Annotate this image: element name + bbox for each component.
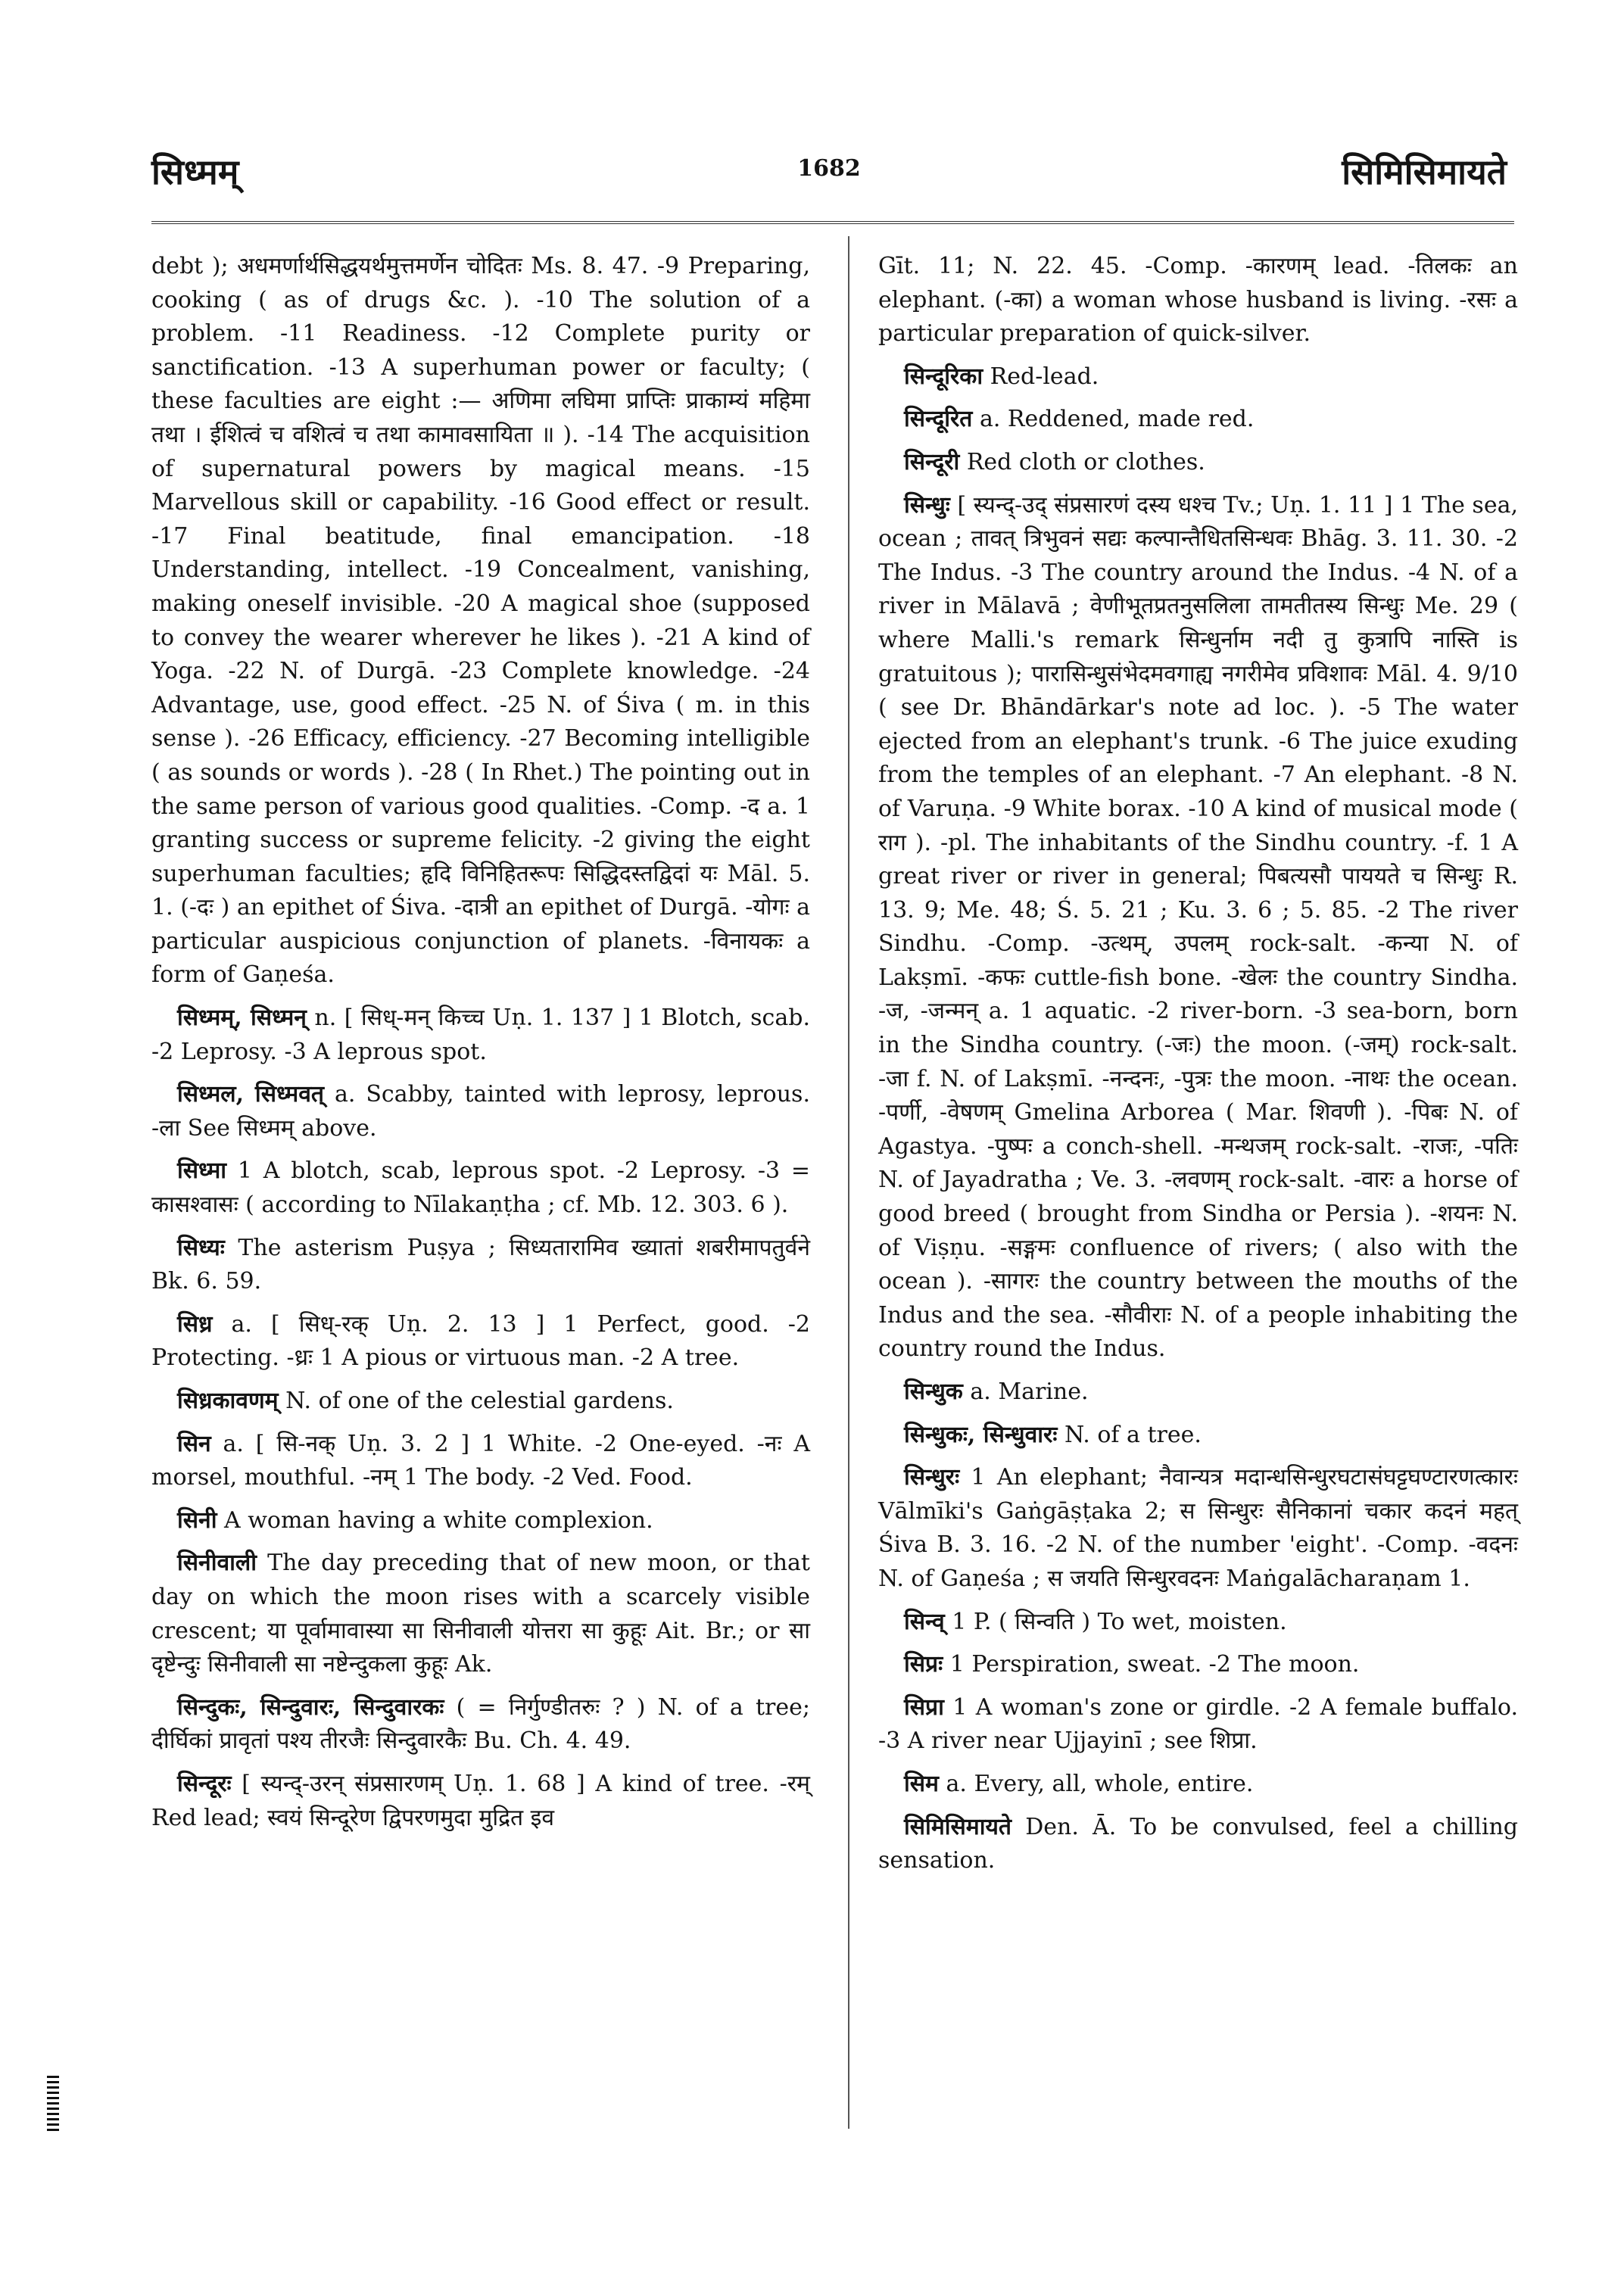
- page-number: 1682: [797, 155, 861, 182]
- definition-text: debt ); अधमर्णार्थसिद्धयर्थमुत्तमर्णेन चोदितः Ms. 8. 47. -9 Preparing, cooking ( as of drugs &c. ). -10 The solution of a problem. -11 Readiness. -12 Complete purity or sanctification. -13 A superhuman power or faculty; ( these faculties are eight :— अणिमा लघिमा प्राप्तिः प्राकाम्यं महिमा तथा । ईशित्वं च वशित्वं च तथा कामावसायिता ॥ ). -14 The acquisition of supernatural powers by magical means. -15 Marvellous skill or capability. -16 Good effect or result. -17 Final beatitude, final emancipation. -18 Understanding, intellect. -19 Concealment, vanishing, making oneself invisible. -20 A magical shoe (supposed to convey the wearer wherever he likes ). -21 A kind of Yoga. -22 N. of Durgā. -23 Complete knowledge. -24 Advantage, use, good effect. -25 N. of Śiva ( m. in this sense ). -26 Efficacy, efficiency. -27 Becoming intelligible ( as sounds or words ). -28 ( In Rhet.) The pointing out in the same person of various good qualities. -Comp. -द a. 1 granting success or supreme felicity. -2 giving the eight superhuman faculties; हृदि विनिहितरूपः सिद्धिदस्तद्विदां यः Māl. 5. 1. (-दः ) an epithet of Śiva. -दात्री an epithet of Durgā. -योगः a particular auspicious conjunction of planets. -विनायकः a form of Gaṇeśa.: [151, 253, 810, 989]
- dictionary-entry: [878, 403, 1518, 437]
- definition-text: Den. Ā. To be convulsed, feel a chilling sensation.: [878, 1813, 1518, 1874]
- headword: सिन्दुकः, सिन्दुवारः, सिन्दुवारकः: [177, 1693, 444, 1721]
- definition-text: [ स्यन्द्-उद् संप्रसारणं दस्य धश्च Tv.; Uṇ. 1. 11 ] 1 The sea, ocean ; तावत् त्रिभुवनं सद्यः कल्पान्तैधितसिन्धवः Bhāg. 3. 11. 30. -2 The Indus. -3 The country around the Indus. -4 N. of a river in Mālavā ; वेणीभूतप्रतनुसलिला तामतीतस्य सिन्धुः Me. 29 ( where Malli.'s remark सिन्धुर्नाम नदी तु कुत्रापि नास्ति is gratuitous ); पारासिन्धुसंभेदमवगाह्य नगरीमेव प्रविशावः Māl. 4. 9/10 ( see Dr. Bhāndārkar's note ad loc. ). -5 The water ejected from an elephant's trunk. -6 The juice exuding from the temples of an elephant. -7 An elephant. -8 N. of Varuṇa. -9 White borax. -10 A kind of musical mode ( राग ). -pl. The inhabitants of the Sindhu country. -f. 1 A great river or river in general; पिबत्यसौ पाययते च सिन्धुः R. 13. 9; Me. 48; Ś. 5. 21 ; Ku. 3. 6 ; 5. 85. -2 The river Sindhu. -Comp. -उत्थम्, उपलम् rock-salt. -कन्या N. of Lakṣmī. -कफः cuttle-fish bone. -खेलः the country Sindha. -ज, -जन्मन् a. 1 aquatic. -2 river-born. -3 sea-born, born in the Sindha country. (-जः) the moon. (-जम्) rock-salt. -जा f. N. of Lakṣmī. -नन्दनः, -पुत्रः the moon. -नाथः the ocean. -पर्णी, -वेषणम् Gmelina Arborea ( Mar. शिवणी ). -पिबः N. of Agastya. -पुष्पः a conch-shell. -मन्थजम् rock-salt. -राजः, -पतिः N. of Jayadratha ; Ve. 3. -लवणम् rock-salt. -वारः a horse of good breed ( brought from Sindha or Persia ). -शयनः N. of Viṣṇu. -सङ्गमः confluence of rivers; ( also with the ocean ). -सागरः the country between the mouths of the Indus and the sea. -सौवीराः N. of a people inhabiting the country round the Indus.: [878, 491, 1518, 1363]
- headword: सिध्र: [177, 1310, 213, 1338]
- dictionary-entry: [878, 1691, 1518, 1759]
- headword: सिध्यः: [177, 1234, 225, 1261]
- dictionary-entry: [878, 1419, 1518, 1453]
- definition-text: a. Every, all, whole, entire.: [946, 1770, 1254, 1797]
- continued-entry: [878, 250, 1518, 351]
- dictionary-entry: [151, 1691, 810, 1759]
- definition-text: Gīt. 11; N. 22. 45. -Comp. -कारणम् lead. -तिलकः an elephant. (-का) a woman whose husband is living. -रसः a particular preparation of quick-silver.: [878, 253, 1518, 347]
- headword: सिन्धुकः, सिन्धुवारः: [904, 1421, 1058, 1448]
- definition-text: [ स्यन्द्-उरन् संप्रसारणम् Uṇ. 1. 68 ] A kind of tree. -रम् Red lead; स्वयं सिन्दूरेण द्विपरणमुदा मुद्रित इव: [151, 1770, 810, 1831]
- headword: सिध्रकावणम्: [177, 1388, 279, 1414]
- header-rule: [151, 221, 1514, 224]
- definition-text: a. Marine.: [970, 1379, 1089, 1405]
- dictionary-entry: [151, 1154, 810, 1222]
- headword: सिन्दूरित: [904, 406, 973, 433]
- definition-text: a. [ सिध्-रक् Uṇ. 2. 13 ] 1 Perfect, good. -2 Protecting. -ध्रः 1 A pious or virtuous man. -2 A tree.: [151, 1310, 810, 1372]
- dictionary-entry: [878, 1648, 1518, 1682]
- definition-text: a. [ सि-नक् Uṇ. 3. 2 ] 1 White. -2 One-eyed. -नः A morsel, mouthful. -नम् 1 The body. -2 Ved. Food.: [151, 1430, 810, 1491]
- headword: सिध्मल, सिध्मवत्: [177, 1081, 324, 1108]
- dictionary-entry: [151, 1308, 810, 1375]
- headword: सिप्रा: [904, 1693, 944, 1721]
- dictionary-entry: [151, 1078, 810, 1145]
- definition-text: a. Scabby, tainted with leprosy, leprous. -ला See सिध्मम् above.: [151, 1081, 810, 1142]
- dictionary-entry: [878, 1811, 1518, 1878]
- definition-text: a. Reddened, made red.: [979, 406, 1255, 433]
- definition-text: 1 P. ( सिन्वति ) To wet, moisten.: [952, 1608, 1287, 1635]
- headword: सिन्दूरी: [904, 448, 960, 475]
- dictionary-entry: [878, 446, 1518, 480]
- dictionary-entry: [151, 1232, 810, 1299]
- headword: सिध्मा: [177, 1157, 227, 1185]
- definition-text: n. [ सिध्-मन् किच्च Uṇ. 1. 137 ] 1 Blotch, scab. -2 Leprosy. -3 A leprous spot.: [151, 1005, 810, 1065]
- dictionary-entry: [151, 1547, 810, 1681]
- headword: सिन्धुक: [904, 1379, 963, 1405]
- headword: सिन्धुः: [904, 491, 950, 519]
- dictionary-entry: [878, 1461, 1518, 1596]
- definition-text: 1 A woman's zone or girdle. -2 A female buffalo. -3 A river near Ujjayinī ; see शिप्रा.: [878, 1693, 1518, 1755]
- definition-text: 1 A blotch, scab, leprous spot. -2 Leprosy. -3 = कासश्वासः ( according to Nīlakaṇṭha ; cf. Mb. 12. 303. 6 ).: [151, 1157, 810, 1219]
- definition-text: N. of a tree.: [1064, 1421, 1202, 1448]
- definition-text: 1 Perspiration, sweat. -2 The moon.: [949, 1651, 1360, 1678]
- definition-text: Red-lead.: [990, 363, 1099, 390]
- headword: सिन्दूरिका: [904, 363, 983, 390]
- column-divider: [848, 236, 849, 2129]
- headword: सिनी: [177, 1506, 217, 1534]
- dictionary-entry: [151, 1002, 810, 1069]
- definition-text: N. of one of the celestial gardens.: [285, 1388, 674, 1414]
- headword: सिम: [904, 1770, 939, 1797]
- dictionary-entry: [878, 360, 1518, 394]
- headword: सिन्धुरः: [904, 1464, 960, 1491]
- definition-text: A woman having a white complexion.: [224, 1506, 653, 1534]
- headword: सिध्मम्, सिध्मन्: [177, 1005, 307, 1032]
- dictionary-entry: [878, 1606, 1518, 1640]
- headword: सिन्दूरः: [177, 1770, 232, 1797]
- right-column: [878, 250, 1518, 1887]
- headword: सिप्रः: [904, 1651, 943, 1678]
- page-header: [151, 148, 1507, 201]
- dictionary-entry: [878, 1375, 1518, 1410]
- dictionary-entry: [151, 1768, 810, 1835]
- running-head-left: सिध्मम्: [151, 151, 239, 192]
- dictionary-entry: [878, 489, 1518, 1366]
- dictionary-entry: [151, 1504, 810, 1538]
- headword: सिन्व्: [904, 1608, 945, 1635]
- definition-text: 1 An elephant; नैवान्यत्र मदान्धसिन्धुरघटासंघट्टघण्टारणत्कारः Vālmīki's Gaṅgāṣṭaka 2; स सिन्धुरः सैनिकानां चकार कदनं महत् Śiva B. 3. 16. -2 N. of the number 'eight'. -Comp. -वदनः N. of Gaṇeśa ; स जयति सिन्धुरवदनः Maṅgalācharaṇam 1.: [878, 1464, 1518, 1592]
- left-column: [151, 250, 810, 1844]
- headword: सिनीवाली: [177, 1550, 257, 1577]
- definition-text: ( = निर्गुण्डीतरुः ? ) N. of a tree; दीर्घिकां प्रावृतां पश्य तीरजैः सिन्दुवारकैः Bu. Ch. 4. 49.: [151, 1693, 810, 1755]
- headword: सिमिसिमायते: [904, 1813, 1012, 1840]
- definition-text: The day preceding that of new moon, or that day on which the moon rises with a scarcely visible crescent; या पूर्वामावास्या सा सिनीवाली योत्तरा सा कुहूः Ait. Br.; or सा दृष्टेन्दुः सिनीवाली सा नष्टेन्दुकला कुहूः Ak.: [151, 1550, 810, 1678]
- dictionary-entry: [878, 1768, 1518, 1802]
- definition-text: Red cloth or clothes.: [966, 448, 1205, 475]
- dictionary-entry: [151, 1385, 810, 1419]
- running-head-right: सिमिसिमायते: [1342, 151, 1507, 192]
- margin-mark: [47, 2076, 59, 2132]
- headword: सिन: [177, 1430, 211, 1457]
- definition-text: The asterism Puṣya ; सिध्यतारामिव ख्यातां शबरीमापतुर्वने Bk. 6. 59.: [151, 1234, 810, 1295]
- dictionary-entry: [151, 1428, 810, 1495]
- continued-entry: [151, 250, 810, 992]
